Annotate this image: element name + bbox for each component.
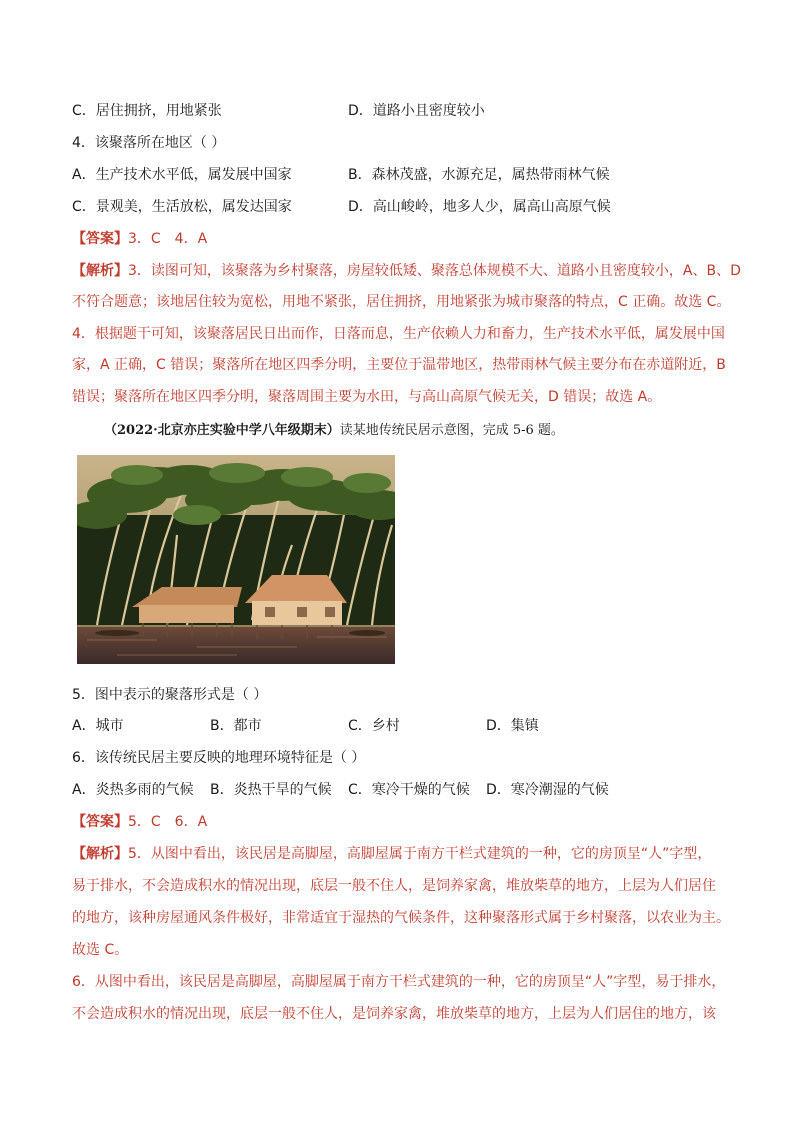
q4-option-b: B．森林茂盛，水源充足，属热带雨林气候 <box>348 167 610 183</box>
q3-option-c: C．居住拥挤，用地紧张 <box>72 103 222 119</box>
q5-option-a: A．城市 <box>72 718 124 734</box>
q3-option-d: D．道路小且密度较小 <box>348 103 485 119</box>
q6-stem: 6．该传统民居主要反映的地理环境特征是（ ） <box>72 750 366 766</box>
analysis-text: 3．读图可知，该聚落为乡村聚落，房屋较低矮、聚落总体规模不大、道路小且密度较小，A、B、D <box>128 263 741 279</box>
analysis-3-4-line-4: 家，A 正确，C 错误；聚落所在地区四季分明，主要位于温带地区，热带雨林气候主要分布在赤道附近，B <box>72 357 726 373</box>
answer-tag: 【答案】 <box>72 231 128 247</box>
q4-stem: 4．该聚落所在地区（ ） <box>72 135 226 151</box>
analysis-tag: 【解析】 <box>72 846 128 862</box>
analysis-5-6-line-6: 不会造成积水的情况出现，底层一般不住人，是饲养家禽，堆放柴草的地方，上层为人们居住的地方，该 <box>72 1006 716 1022</box>
stilt-house-photo <box>77 455 395 664</box>
q6-option-c: C．寒冷干燥的气候 <box>348 782 470 798</box>
answer-text: 3．C 4．A <box>128 231 208 247</box>
q5-option-d: D．集镇 <box>486 718 539 734</box>
source-label: （2022·北京亦庄实验中学八年级期末） <box>104 423 340 438</box>
analysis-5-6-line-1 <box>72 844 711 864</box>
q4-option-d: D．高山峻岭，地多人少，属高山高原气候 <box>348 199 611 215</box>
q6-option-b: B．炎热干旱的气候 <box>210 782 332 798</box>
analysis-3-4-line-3: 4．根据题干可知，该聚落居民日出而作，日落而息，生产依赖人力和畜力，生产技术水平低，属发展中国 <box>72 326 725 342</box>
analysis-3-4-line-2: 不符合题意；该地居住较为宽松，用地不紧张，居住拥挤，用地紧张为城市聚落的特点，C 正确。故选 C。 <box>72 294 731 310</box>
q5-stem: 5．图中表示的聚落形式是（ ） <box>72 687 268 703</box>
analysis-5-6-line-2: 易于排水，不会造成积水的情况出现，底层一般不住人，是饲养家禽，堆放柴草的地方，上层为人们居住 <box>72 878 716 894</box>
answer-3-4 <box>72 229 207 249</box>
answer-5-6 <box>72 812 207 832</box>
analysis-3-4-line-1 <box>72 261 741 281</box>
answer-text: 5．C 6．A <box>128 814 208 830</box>
analysis-3-4-line-5: 错误；聚落所在地区四季分明，聚落周围主要为水田，与高山高原气候无关，D 错误；故选 A。 <box>72 389 662 405</box>
q5-option-b: B．都市 <box>210 718 262 734</box>
q4-option-a: A．生产技术水平低，属发展中国家 <box>72 167 292 183</box>
question-source <box>104 421 564 441</box>
analysis-5-6-line-3: 的地方，该种房屋通风条件极好，非常适宜于湿热的气候条件，这种聚落形式属于乡村聚落，以农业为主。 <box>72 910 730 926</box>
analysis-text: 5．从图中看出，该民居是高脚屋，高脚屋属于南方干栏式建筑的一种，它的房顶呈“人”字型， <box>128 846 712 862</box>
answer-tag: 【答案】 <box>72 814 128 830</box>
analysis-5-6-line-4: 故选 C。 <box>72 942 129 958</box>
source-text: 读某地传统民居示意图，完成 5-6 题。 <box>339 423 564 438</box>
q6-option-d: D．寒冷潮湿的气候 <box>486 782 609 798</box>
analysis-5-6-line-5: 6．从图中看出，该民居是高脚屋，高脚屋属于南方干栏式建筑的一种，它的房顶呈“人”字型，易于排水， <box>72 974 726 990</box>
q5-option-c: C．乡村 <box>348 718 400 734</box>
q4-option-c: C．景观美，生活放松，属发达国家 <box>72 199 292 215</box>
q6-option-a: A．炎热多雨的气候 <box>72 782 194 798</box>
analysis-tag: 【解析】 <box>72 263 128 279</box>
